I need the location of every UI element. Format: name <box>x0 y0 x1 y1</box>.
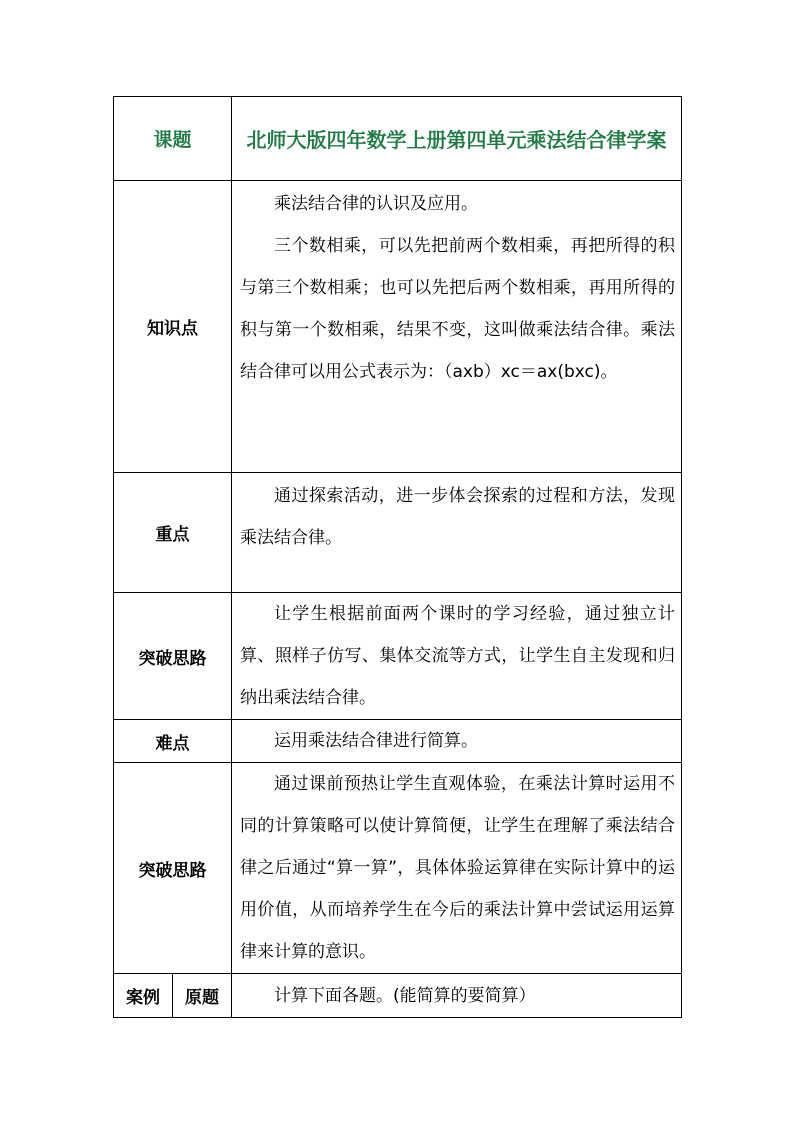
row-breakthrough-1 <box>114 593 682 720</box>
knowledge-point-label: 知识点 <box>114 181 232 473</box>
difficulty-content <box>232 720 682 763</box>
difficulty-label: 难点 <box>114 720 232 763</box>
document-title: 北师大版四年数学上册第四单元乘法结合律学案 <box>232 97 682 181</box>
key-point-label: 重点 <box>114 473 232 593</box>
row-knowledge-point <box>114 181 682 473</box>
title-label: 课题 <box>114 97 232 181</box>
breakthrough-2-label: 突破思路 <box>114 763 232 974</box>
knowledge-point-content <box>232 181 682 473</box>
difficulty-paragraph: 运用乘法结合律进行简算。 <box>274 731 479 751</box>
row-key-point <box>114 473 682 593</box>
case-label: 案例 <box>114 974 173 1018</box>
breakthrough-1-label: 突破思路 <box>114 593 232 720</box>
row-difficulty <box>114 720 682 763</box>
row-breakthrough-2 <box>114 763 682 974</box>
title-row <box>114 97 682 181</box>
lesson-plan-table <box>113 96 682 1018</box>
breakthrough-2-content <box>232 763 682 974</box>
key-point-content <box>232 473 682 593</box>
case-paragraph: 计算下面各题。(能简算的要简算） <box>274 985 536 1006</box>
breakthrough-1-paragraph: 让学生根据前面两个课时的学习经验，通过独立计算、照样子仿写、集体交流等方式，让学生自主发现和归纳出乘法结合律。 <box>240 604 676 708</box>
knowledge-point-paragraph-2: 三个数相乘，可以先把前两个数相乘，再把所得的积与第三个数相乘；也可以先把后两个数相乘，再用所得的积与第一个数相乘，结果不变，这叫做乘法结合律。乘法结合律可以用公式表示为：（axb）xc＝ax(bxc)。 <box>240 236 676 382</box>
key-point-paragraph: 通过探索活动，进一步体会探索的过程和方法，发现乘法结合律。 <box>240 486 676 548</box>
breakthrough-2-paragraph: 通过课前预热让学生直观体验，在乘法计算时运用不同的计算策略可以使计算简便，让学生在理解了乘法结合律之后通过“算一算”，具体体验运算律在实际计算中的运用价值，从而培养学生在今后的乘法计算中尝试运用运算律来计算的意识。 <box>240 774 676 962</box>
row-case <box>114 974 682 1018</box>
breakthrough-1-content <box>232 593 682 720</box>
original-problem-label: 原题 <box>173 974 232 1018</box>
case-content <box>232 974 682 1018</box>
knowledge-point-paragraph-1: 乘法结合律的认识及应用。 <box>274 194 479 214</box>
